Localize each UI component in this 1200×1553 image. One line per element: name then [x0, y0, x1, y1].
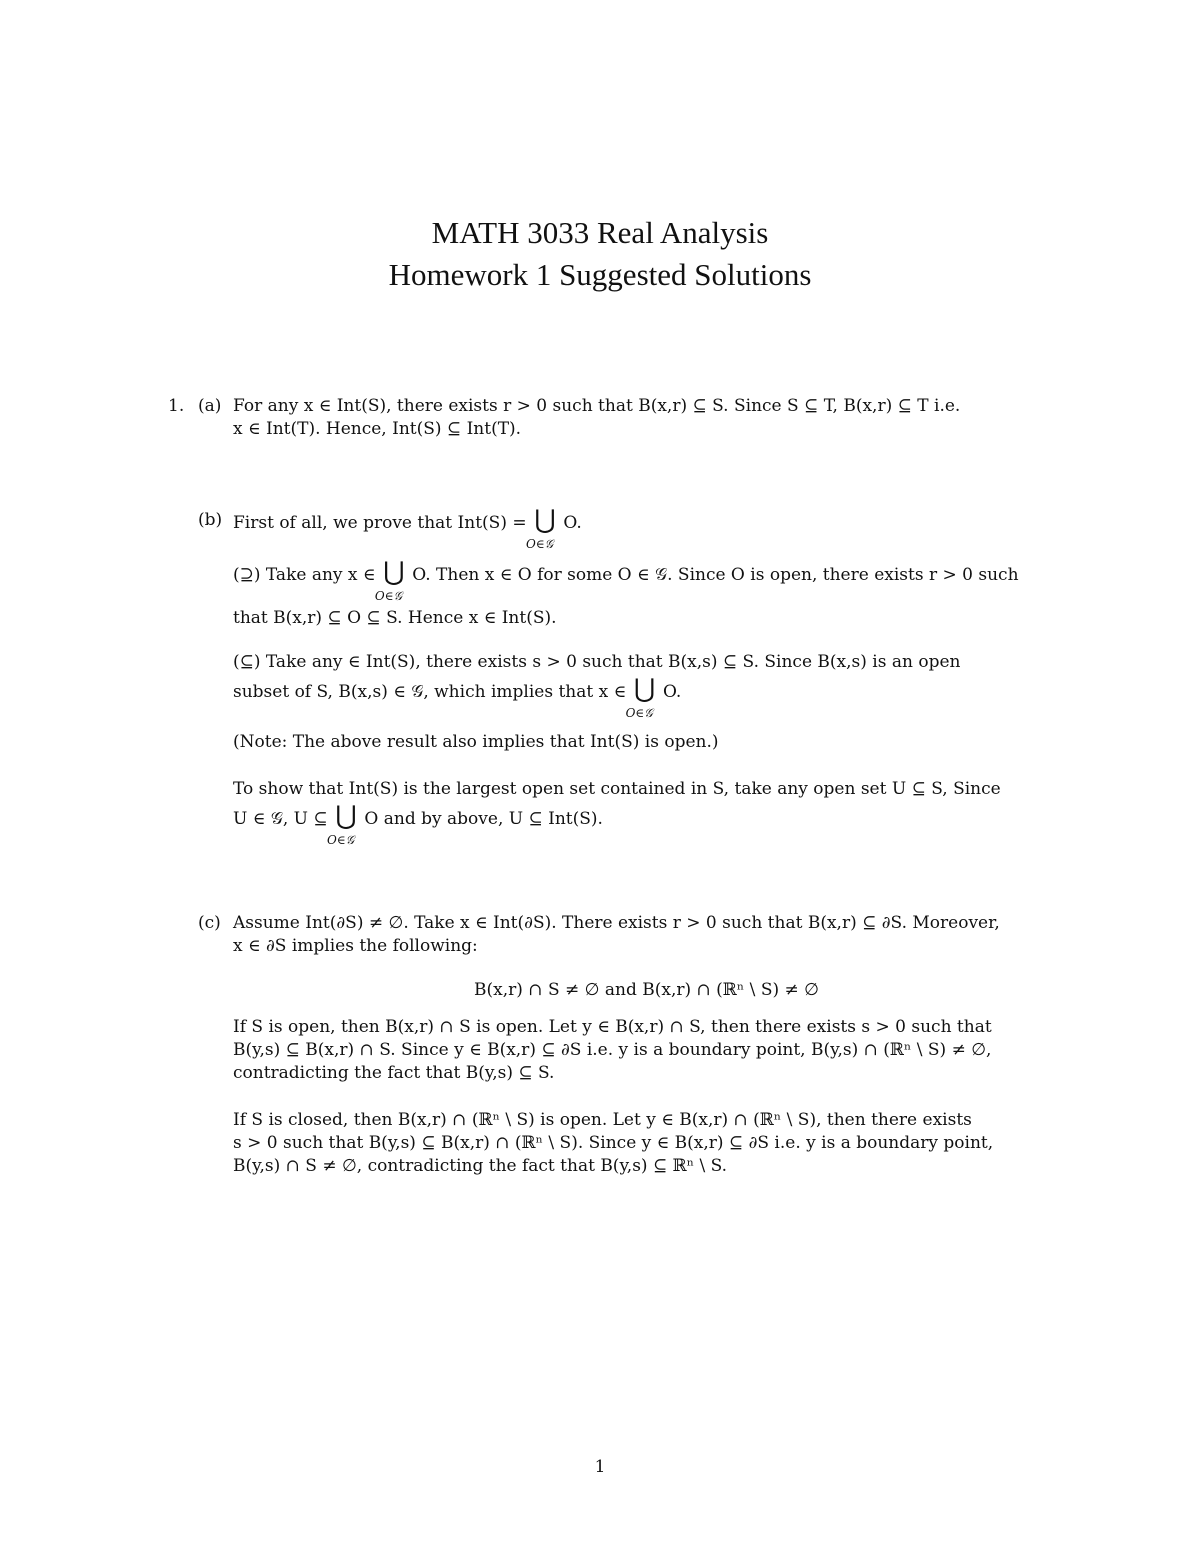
text-span: U ∈ 𝒢, U ⊆ [233, 809, 334, 829]
text-span: (⊇) Take any x ∈ [233, 565, 381, 585]
text-span: O and by above, U ⊆ Int(S). [359, 809, 603, 829]
part-b-note [233, 731, 1060, 754]
part-b-superset-proof [233, 557, 1060, 630]
union-subscript: O∈𝒢 [374, 589, 403, 603]
text-span: O. [657, 682, 682, 702]
text-span: subset of S, B(x,s) ∈ 𝒢, which implies that x ∈ [233, 682, 632, 702]
part-b-claim [233, 505, 1060, 551]
union-glyph: ⋃ [335, 801, 357, 831]
text-line: that B(x,r) ⊆ O ⊆ S. Hence x ∈ Int(S). [233, 608, 557, 628]
part-b-label: (b) [198, 510, 223, 530]
big-union-symbol [526, 505, 558, 551]
display-math: B(x,r) ∩ S ≠ ∅ and B(x,r) ∩ (ℝⁿ \ S) ≠ ∅ [474, 980, 819, 1000]
part-c-label: (c) [198, 913, 221, 933]
text-line: B(y,s) ∩ S ≠ ∅, contradicting the fact that B(y,s) ⊆ ℝⁿ \ S. [233, 1156, 728, 1176]
text-line: (⊆) Take any ∈ Int(S), there exists s > 0 such that B(x,s) ⊆ S. Since B(x,s) is an open [233, 652, 961, 672]
text-span: O. [558, 513, 582, 533]
text-line: x ∈ Int(T). Hence, Int(S) ⊆ Int(T). [233, 419, 522, 439]
course-title: MATH 3033 Real Analysis [431, 215, 769, 250]
part-a-text [233, 395, 1060, 441]
union-subscript: O∈𝒢 [526, 537, 554, 551]
part-a-label: (a) [198, 396, 222, 416]
text-line: For any x ∈ Int(S), there exists r > 0 such that B(x,r) ⊆ S. Since S ⊆ T, B(x,r) ⊆ T i.e. [233, 396, 961, 416]
union-subscript: O∈𝒢 [625, 706, 653, 720]
text-line: If S is open, then B(x,r) ∩ S is open. Let y ∈ B(x,r) ∩ S, then there exists s > 0 such that [233, 1017, 992, 1037]
page-number: 1 [594, 1457, 606, 1477]
homework-title: Homework 1 Suggested Solutions [388, 257, 812, 292]
text-line: x ∈ ∂S implies the following: [233, 936, 478, 956]
text-line: s > 0 such that B(y,s) ⊆ B(x,r) ∩ (ℝⁿ \ S). Since y ∈ B(x,r) ⊆ ∂S i.e. y is a boundary point, [233, 1133, 994, 1153]
part-b-subset-proof [233, 651, 1060, 720]
text-line: To show that Int(S) is the largest open set contained in S, take any open set U ⊆ S, Since [233, 779, 1001, 799]
text-span: O. Then x ∈ O for some O ∈ 𝒢. Since O is open, there exists r > 0 such [406, 565, 1019, 585]
text-line: Assume Int(∂S) ≠ ∅. Take x ∈ Int(∂S). There exists r > 0 such that B(x,r) ⊆ ∂S. Moreover, [233, 913, 1000, 933]
text-line: B(y,s) ⊆ B(x,r) ∩ S. Since y ∈ B(x,r) ⊆ ∂S i.e. y is a boundary point, B(y,s) ∩ (ℝⁿ \ S) ≠ ∅, [233, 1040, 992, 1060]
union-glyph: ⋃ [534, 505, 556, 535]
big-union-symbol [374, 557, 407, 603]
document-title [0, 212, 1200, 296]
text-span: First of all, we prove that Int(S) = [233, 513, 533, 533]
question-number: 1. [168, 396, 185, 416]
part-b-largest-open-set [233, 778, 1060, 847]
text-line: (Note: The above result also implies that Int(S) is open.) [233, 732, 719, 752]
part-c-intro [233, 912, 1060, 958]
union-subscript: O∈𝒢 [327, 833, 355, 847]
big-union-symbol [625, 674, 658, 720]
union-glyph: ⋃ [383, 557, 405, 587]
big-union-symbol [327, 801, 359, 847]
union-glyph: ⋃ [633, 674, 656, 704]
part-c-open-case [233, 1016, 1060, 1085]
text-line: If S is closed, then B(x,r) ∩ (ℝⁿ \ S) is open. Let y ∈ B(x,r) ∩ (ℝⁿ \ S), then there exists [233, 1110, 972, 1130]
text-line: contradicting the fact that B(y,s) ⊆ S. [233, 1063, 555, 1083]
display-equation [233, 979, 1060, 1002]
part-c-closed-case [233, 1109, 1060, 1178]
